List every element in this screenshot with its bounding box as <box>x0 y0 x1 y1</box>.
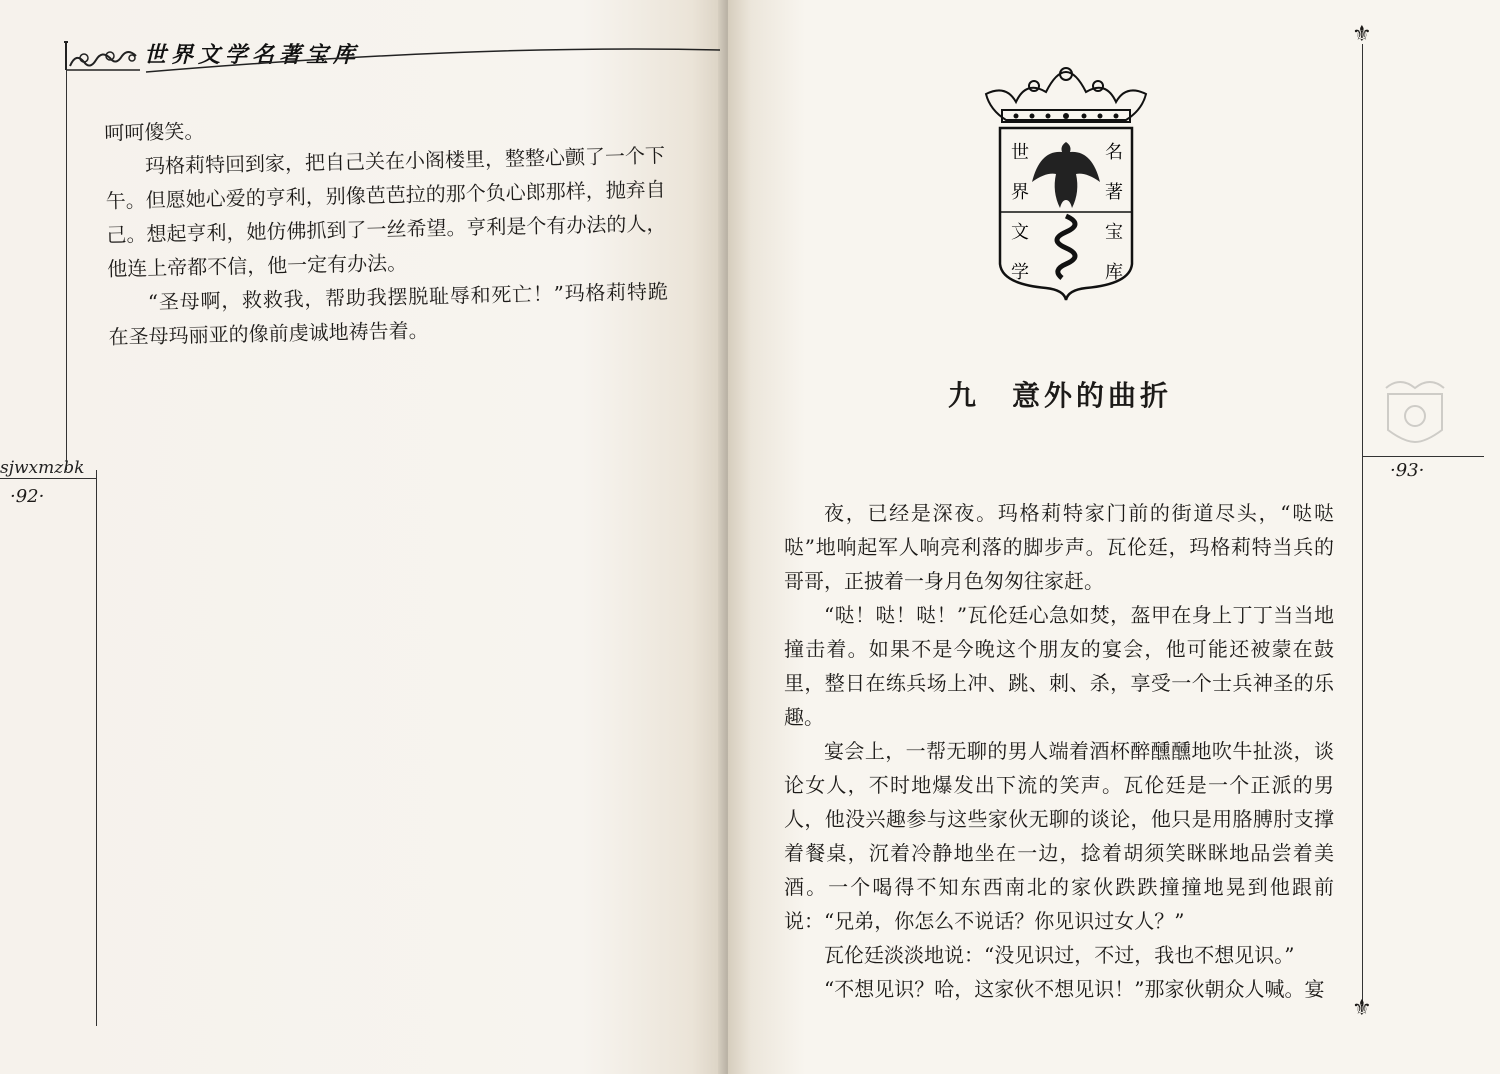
crest-char: 库 <box>1105 262 1123 283</box>
left-margin-rule-lower <box>96 470 97 1026</box>
crest-char: 名 <box>1105 142 1123 163</box>
paragraph: 夜，已经是深夜。玛格莉特家门前的街道尽头，“哒哒哒”地响起军人响亮利落的脚步声。瓦伦廷，玛格莉特当兵的哥哥，正披着一身月色匆匆往家赶。 <box>784 501 1334 593</box>
crest-emblem-icon <box>976 66 1156 302</box>
series-title: 世界文学名著宝库 <box>144 42 361 68</box>
faint-crest-icon <box>1376 372 1454 444</box>
side-rule <box>1362 456 1484 457</box>
crest-char: 文 <box>1011 222 1029 243</box>
crest-char: 宝 <box>1105 222 1123 243</box>
paragraph: 呵呵傻笑。 <box>104 118 205 145</box>
side-rule <box>0 478 96 479</box>
fleuron-bottom-icon: ⚜ <box>1352 996 1372 1021</box>
left-page <box>0 0 728 1074</box>
left-body-text <box>104 104 669 354</box>
crest-char: 著 <box>1105 182 1123 203</box>
page-number-left: ·92· <box>10 486 45 507</box>
crest-char: 学 <box>1011 262 1029 283</box>
side-watermark: sjwxmzbk <box>0 458 85 478</box>
chapter-title: 九 意外的曲折 <box>947 379 1172 412</box>
crest-char: 世 <box>1011 142 1029 163</box>
right-margin-rule <box>1362 44 1363 1006</box>
paragraph: “圣母啊，救救我，帮助我摆脱耻辱和死亡！”玛格莉特跪在圣母玛丽亚的像前虔诚地祷告着。 <box>108 279 669 349</box>
paragraph: “不想见识？哈，这家伙不想见识！”那家伙朝众人喊。宴 <box>824 977 1325 1001</box>
page-number-right: ·93· <box>1390 460 1425 481</box>
paragraph: “哒！哒！哒！”瓦伦廷心急如焚，盔甲在身上丁丁当当地撞击着。如果不是今晚这个朋友的宴会，他可能还被蒙在鼓里，整日在练兵场上冲、跳、刺、杀，享受一个士兵神圣的乐趣。 <box>784 603 1334 729</box>
left-margin-rule <box>66 70 67 470</box>
paragraph: 宴会上，一帮无聊的男人端着酒杯醉醺醺地吹牛扯淡，谈论女人，不时地爆发出下流的笑声。瓦伦廷是一个正派的男人，他没兴趣参与这些家伙无聊的谈论，他只是用胳膊肘支撑着餐桌，沉着冷静地坐在一边，捻着胡须笑眯眯地品尝着美酒。一个喝得不知东西南北的家伙跌跌撞撞地晃到他跟前说：“兄弟，你怎么不说话？你见识过女人？” <box>784 739 1334 933</box>
right-body-text <box>784 496 1334 1006</box>
paragraph: 瓦伦廷淡淡地说：“没见识过，不过，我也不想见识。” <box>824 943 1295 967</box>
crest-char: 界 <box>1011 182 1029 203</box>
paragraph: 玛格莉特回到家，把自己关在小阁楼里，整整心颤了一个下午。但愿她心爱的亨利，别像芭芭拉的那个负心郎那样，抛弃自己。想起亨利，她仿佛抓到了一丝希望。亨利是个有办法的人，他连上帝都不信，他一定有办法。 <box>105 143 667 281</box>
fleuron-top-icon: ⚜ <box>1352 22 1372 47</box>
header-rule <box>62 44 722 84</box>
